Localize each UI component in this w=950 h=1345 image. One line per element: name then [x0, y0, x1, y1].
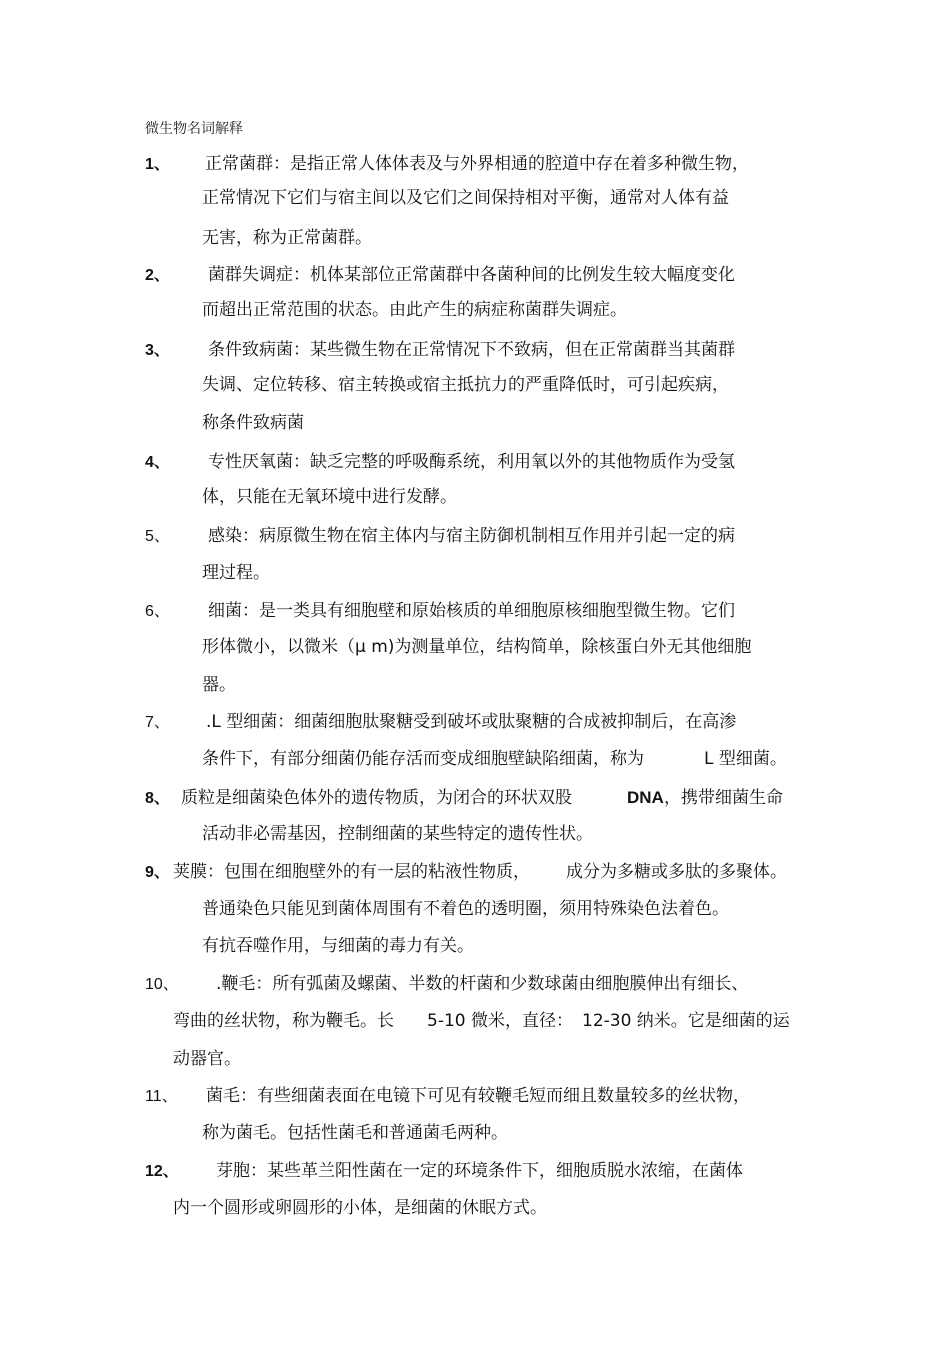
item-number: 5、	[145, 528, 170, 545]
item-number: 9、	[145, 864, 170, 881]
item-text-line: .鞭毛：所有弧菌及螺菌、半数的杆菌和少数球菌由细胞膜伸出有细长、	[216, 974, 749, 994]
item-text-line: 成分为多糖或多肽的多聚体。	[566, 862, 787, 882]
item-text-line: 失调、定位转移、宿主转换或宿主抵抗力的严重降低时，可引起疾病，	[202, 375, 729, 395]
item-text-line: DNA	[627, 788, 664, 807]
item-text-line: 条件致病菌：某些微生物在正常情况下不致病，但在正常菌群当其菌群	[208, 340, 735, 360]
item-number: 11、	[145, 1088, 178, 1105]
item-text-line: 菌群失调症：机体某部位正常菌群中各菌种间的比例发生较大幅度变化	[208, 265, 735, 285]
document-title: 微生物名词解释	[145, 121, 243, 137]
item-text-line: 细菌：是一类具有细胞壁和原始核质的单细胞原核细胞型微生物。它们	[208, 601, 735, 621]
item-text-line: 条件下，有部分细菌仍能存活而变成细胞壁缺陷细菌，称为	[202, 749, 644, 769]
item-text-line: 荚膜：包围在细胞壁外的有一层的粘液性物质，	[173, 862, 530, 882]
item-text-line: 体，只能在无氧环境中进行发酵。	[202, 487, 457, 507]
item-text-line: 菌毛：有些细菌表面在电镜下可见有较鞭毛短而细且数量较多的丝状物，	[206, 1086, 750, 1106]
item-text-line: 弯曲的丝状物，称为鞭毛。长	[173, 1011, 394, 1031]
item-text-line: 动器官。	[173, 1049, 241, 1069]
item-text-line: 正常情况下它们与宿主间以及它们之间保持相对平衡，通常对人体有益	[202, 188, 729, 208]
item-text-line: 5-10 微米，直径：	[427, 1011, 573, 1031]
item-text-line: 有抗吞噬作用，与细菌的毒力有关。	[202, 936, 474, 956]
item-number: 7、	[145, 714, 170, 731]
item-text-line: 专性厌氧菌：缺乏完整的呼吸酶系统，利用氧以外的其他物质作为受氢	[208, 452, 735, 472]
item-number: 3、	[145, 342, 170, 359]
item-text-line: 12-30 纳米。它是细菌的运	[582, 1011, 790, 1031]
item-text-line: 活动非必需基因，控制细菌的某些特定的遗传性状。	[202, 824, 593, 844]
item-number: 1、	[145, 156, 170, 173]
item-text-line: 正常菌群：是指正常人体体表及与外界相通的腔道中存在着多种微生物，	[205, 154, 749, 174]
item-number: 12、	[145, 1163, 179, 1180]
item-text-line: 芽胞：某些革兰阳性菌在一定的环境条件下，细胞质脱水浓缩，在菌体	[216, 1161, 743, 1181]
item-text-line: L 型细菌。	[704, 749, 787, 769]
item-text-line: 器。	[202, 675, 236, 695]
item-text-line: 感染：病原微生物在宿主体内与宿主防御机制相互作用并引起一定的病	[208, 526, 735, 546]
item-text-line: 称条件致病菌	[202, 413, 304, 433]
item-number: 8、	[145, 790, 170, 807]
item-text-line: 而超出正常范围的状态。由此产生的病症称菌群失调症。	[202, 300, 627, 320]
item-text-line: 无害，称为正常菌群。	[202, 228, 372, 248]
item-text-line: 质粒是细菌染色体外的遗传物质，为闭合的环状双股	[181, 788, 572, 808]
item-text-line: ，携带细菌生命	[664, 788, 783, 808]
item-text-line: 内一个圆形或卵圆形的小体，是细菌的休眠方式。	[173, 1198, 547, 1218]
item-text-line: 称为菌毛。包括性菌毛和普通菌毛两种。	[202, 1123, 508, 1143]
item-text-line: 形体微小，以微米（μ m)为测量单位，结构简单，除核蛋白外无其他细胞	[202, 637, 752, 657]
item-number: 10、	[145, 976, 179, 993]
item-number: 2、	[145, 267, 170, 284]
item-number: 6、	[145, 603, 170, 620]
item-number: 4、	[145, 454, 170, 471]
item-text-line: 普通染色只能见到菌体周围有不着色的透明圈，须用特殊染色法着色。	[202, 899, 729, 919]
item-text-line: .L 型细菌：细菌细胞肽聚糖受到破坏或肽聚糖的合成被抑制后，在高渗	[206, 712, 737, 732]
item-text-line: 理过程。	[202, 563, 270, 583]
